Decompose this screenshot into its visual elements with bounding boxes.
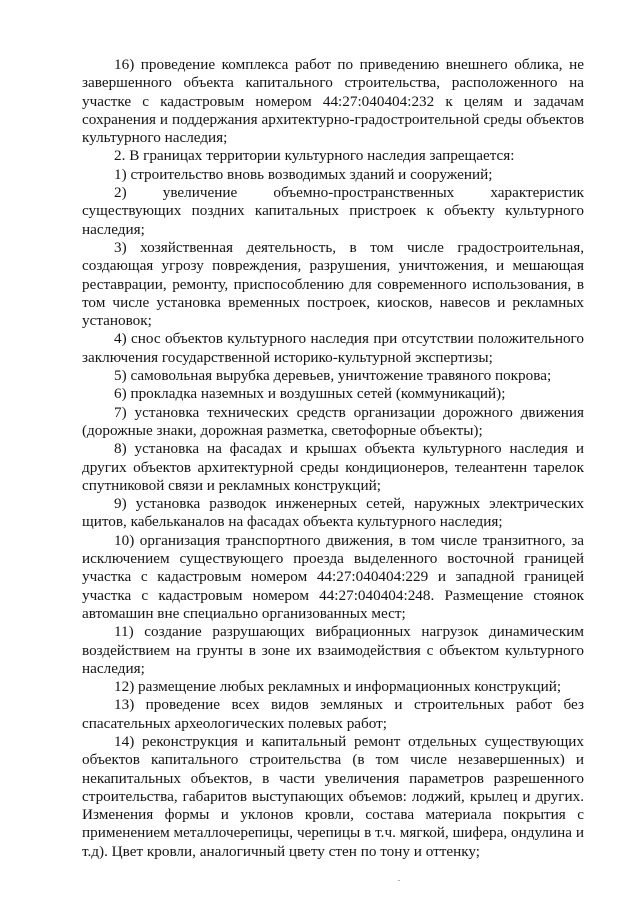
paragraph-item-10: 10) организация транспортного движения, в том числе транзитного, за исключением существующего проезда выделенного восточной границей участка с кадастровым номером 44:27:040404:229 и западной границей участка с кадастровым номером 44:27:040404:248. Размещение стоянок автомашин вне специально организованных мест; (82, 531, 584, 622)
document-page (82, 56, 584, 861)
paragraph-item-2: 2) увеличение объемно-пространственных характеристик существующих поздних капитальных пристроек к объекту культурного наследия; (82, 184, 584, 238)
paragraph-item-7: 7) установка технических средств организации дорожного движения (дорожные знаки, дорожная разметка, светофорные объекты); (82, 403, 584, 439)
paragraph-item-11: 11) создание разрушающих вибрационных нагрузок динамическим воздействием на грунты в зоне их взаимодействия с объектом культурного наследия; (82, 623, 584, 677)
scan-artifact (398, 880, 400, 881)
paragraph-item-8: 8) установка на фасадах и крышах объекта культурного наследия и других объектов архитектурной среды кондиционеров, телеантенн тарелок спутниковой связи и рекламных конструкций; (82, 440, 584, 494)
paragraph-item-16: 16) проведение комплекса работ по приведению внешнего облика, не завершенного объекта капитального строительства, расположенного на участке с кадастровым номером 44:27:040404:232 к целям и задачам сохранения и поддержания архитектурно-градостроительной среды объектов культурного наследия; (82, 56, 584, 147)
paragraph-item-6: 6) прокладка наземных и воздушных сетей (коммуникаций); (114, 385, 506, 403)
paragraph-item-9: 9) установка разводок инженерных сетей, наружных электрических щитов, кабельканалов на фасадах объекта культурного наследия; (82, 495, 584, 531)
paragraph-item-14: 14) реконструкция и капитальный ремонт отдельных существующих объектов капитального строительства (в том числе незавершенных) и некапитальных объектов, в части увеличения параметров разрешенного строительства, габаритов выступающих объемов: лоджий, крылец и других. Изменения формы и уклонов кровли, состава материала покрытия с применением металлочерепицы, черепицы в т.ч. мягкой, шифера, ондулина и т.д). Цвет кровли, аналогичный цвету стен по тону и оттенку; (82, 732, 584, 860)
paragraph-item-1: 1) строительство вновь возводимых зданий и сооружений; (114, 165, 493, 183)
paragraph-item-13: 13) проведение всех видов земляных и строительных работ без спасательных археологических полевых работ; (82, 696, 584, 732)
paragraph-item-3: 3) хозяйственная деятельность, в том числе градостроительная, создающая угрозу повреждения, разрушения, уничтожения, и мешающая реставрации, ремонту, приспособлению для современного использования, в том числе установка временных построек, киосков, навесов и рекламных установок; (82, 238, 584, 330)
paragraph-item-5: 5) самовольная вырубка деревьев, уничтожение травяного покрова; (114, 367, 552, 385)
paragraph-item-12: 12) размещение любых рекламных и информационных конструкций; (114, 678, 562, 696)
paragraph-item-4: 4) снос объектов культурного наследия при отсутствии положительного заключения государственной историко-культурной экспертизы; (82, 330, 584, 366)
section-heading-prohibitions: 2. В границах территории культурного наследия запрещается: (114, 147, 515, 165)
